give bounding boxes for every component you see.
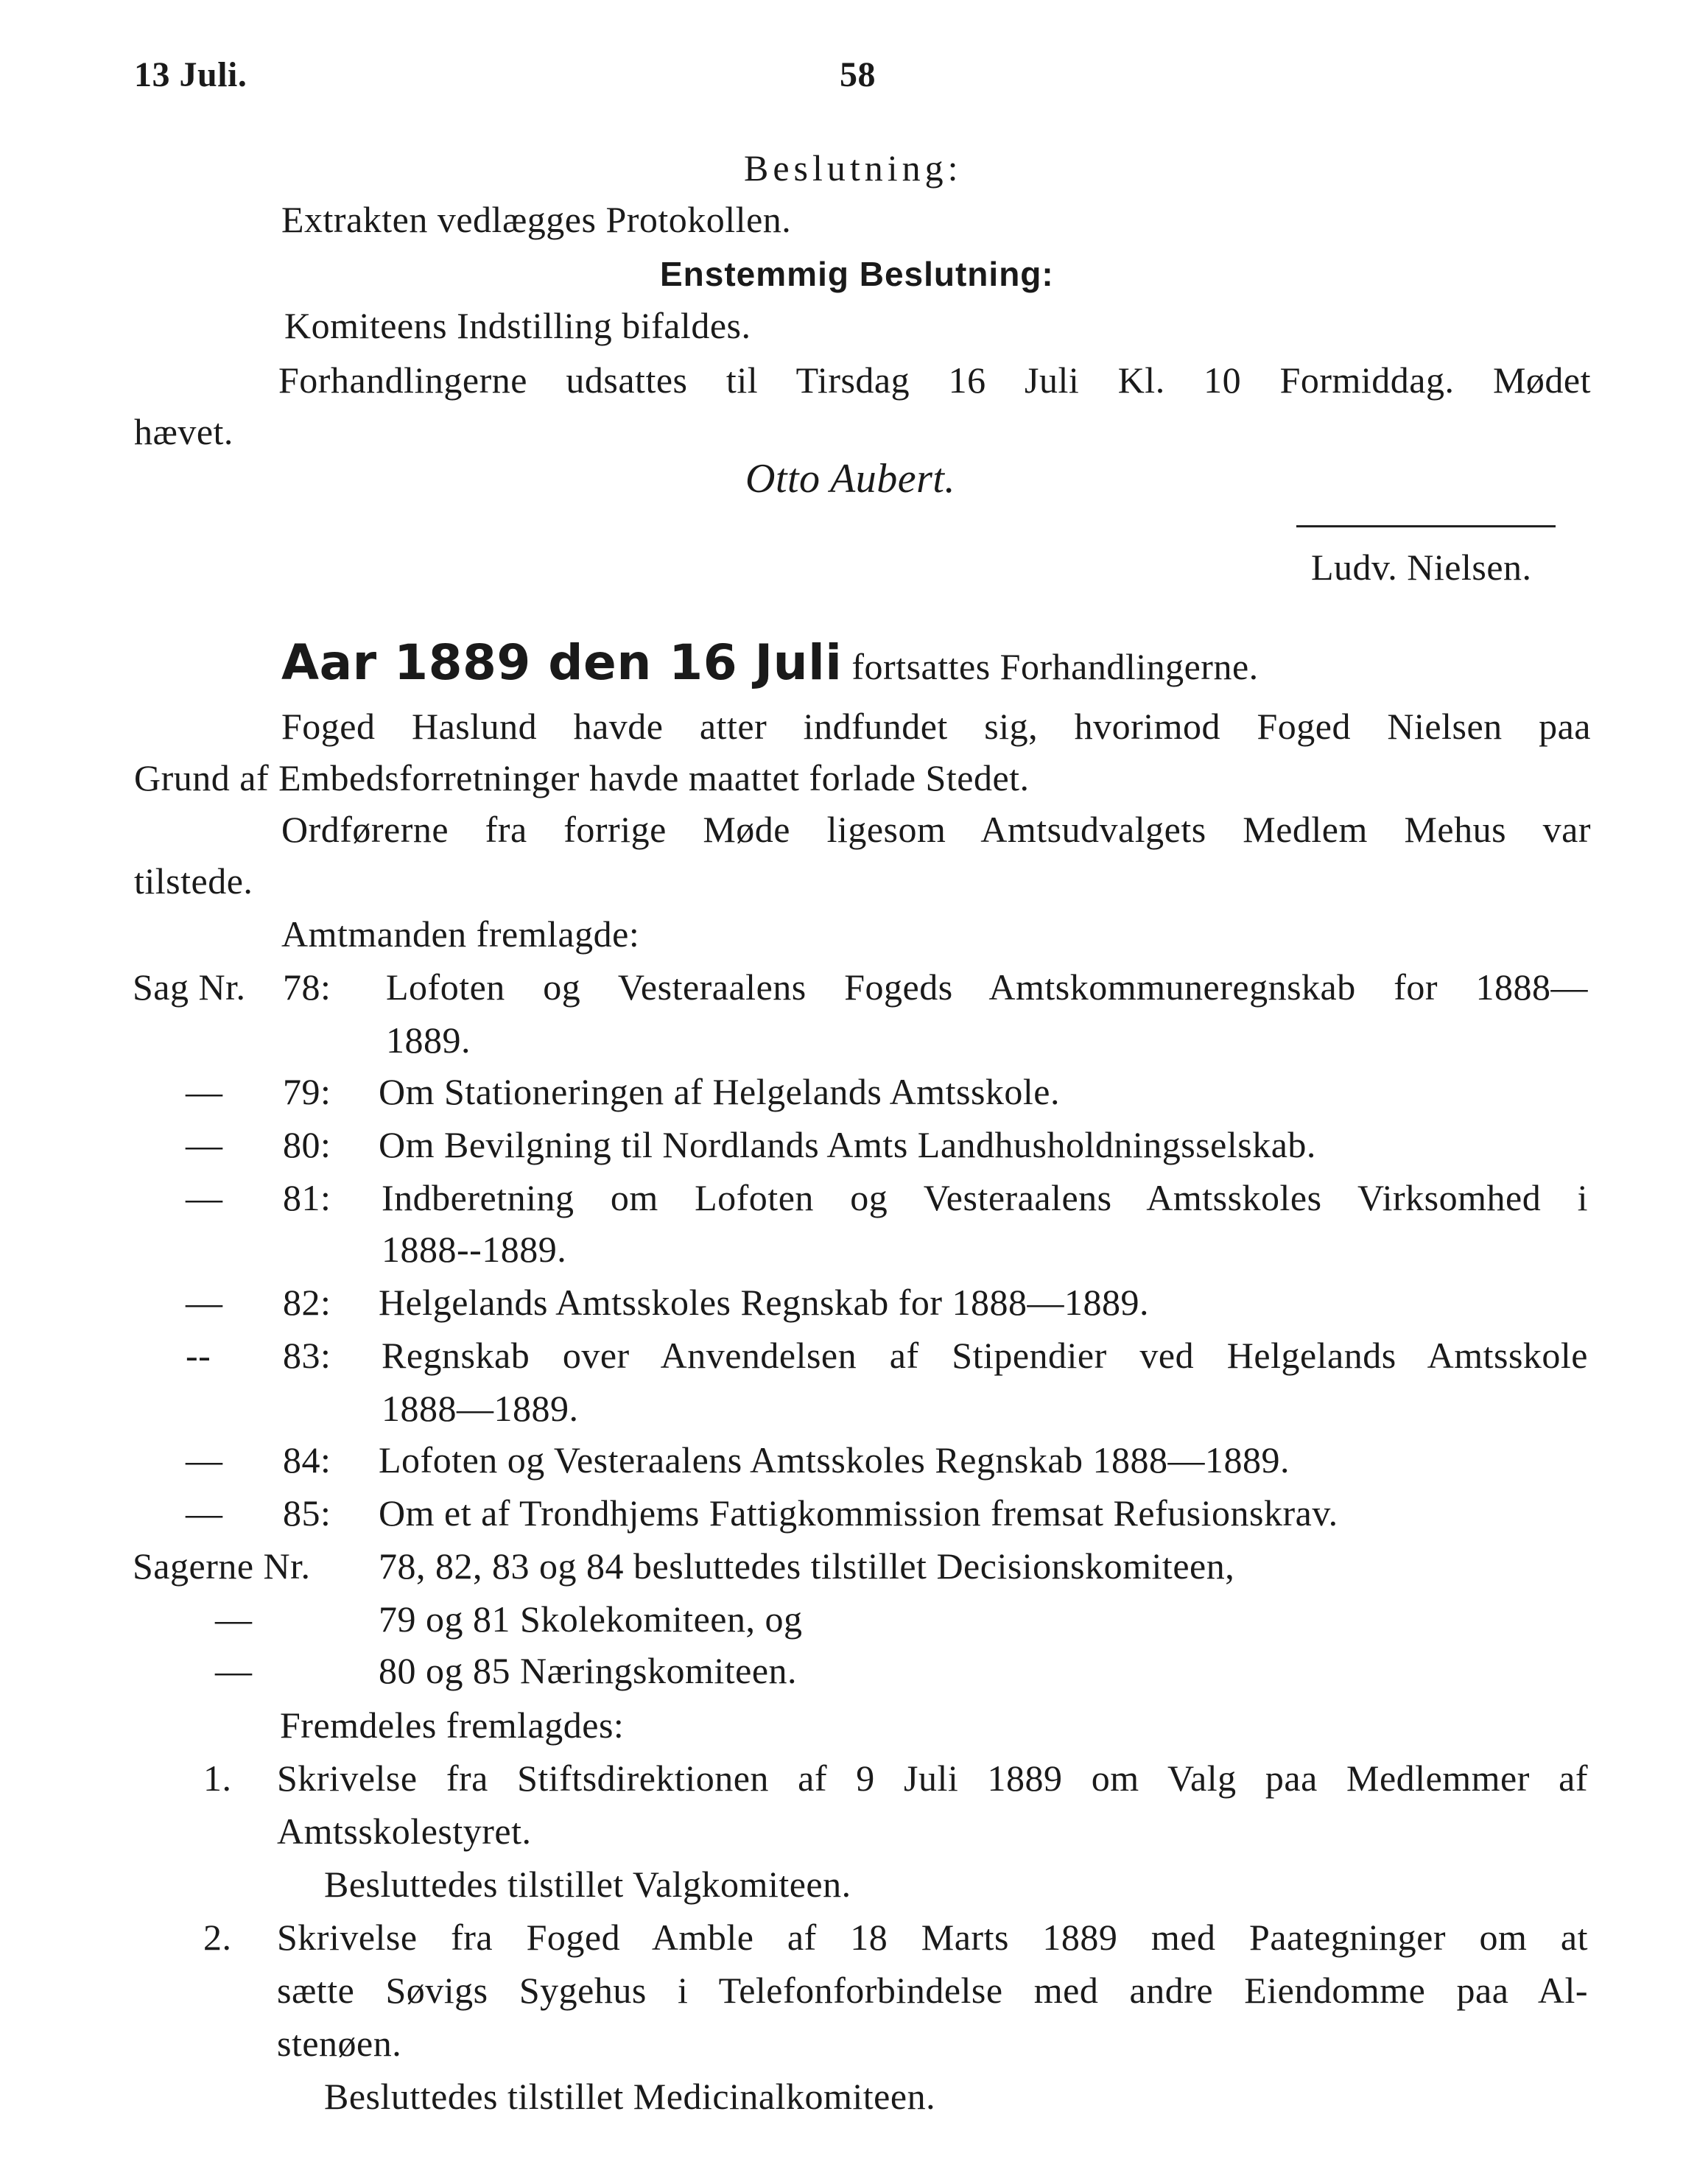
signature-ludv-nielsen: Ludv. Nielsen. <box>1311 547 1532 588</box>
session-heading <box>281 634 1259 691</box>
text-line: Komiteens Indstilling bifaldes. <box>284 305 751 346</box>
case-number: 84: <box>283 1439 331 1481</box>
resolution-heading: Beslutning: <box>744 147 963 189</box>
case-number: 81: <box>283 1177 331 1218</box>
case-dash: — <box>186 1282 223 1323</box>
case-dash: — <box>186 1492 223 1534</box>
case-dash: — <box>186 1177 223 1218</box>
case-text: Om et af Trondhjems Fattigkommission fremsat Refusionskrav. <box>379 1492 1338 1534</box>
case-number: 82: <box>283 1282 331 1323</box>
text-line: tilstede. <box>134 860 253 902</box>
case-text: Indberetning om Lofoten og Vesteraalens Amtsskoles Virksomhed i <box>382 1177 1588 1218</box>
session-heading-rest: fortsattes Forhandlingerne. <box>851 646 1259 687</box>
case-text: Om Bevilgning til Nordlands Amts Landhusholdningsselskab. <box>379 1124 1316 1165</box>
case-text-cont: 1888--1889. <box>382 1229 567 1270</box>
item-decision: Besluttedes tilstillet Medicinalkomiteen. <box>324 2076 936 2117</box>
case-dash: — <box>186 1071 223 1112</box>
header-date: 13 Juli. <box>134 55 247 94</box>
referral-text: 80 og 85 Næringskomiteen. <box>379 1650 798 1691</box>
case-number: 79: <box>283 1071 331 1112</box>
text-line: Forhandlingerne udsattes til Tirsdag 16 Juli Kl. 10 Formiddag. Mødet <box>278 359 1591 401</box>
item-number: 1. <box>203 1758 232 1799</box>
referral-prefix: Sagerne Nr. <box>133 1545 311 1587</box>
session-date: Aar 1889 den 16 Juli <box>281 634 843 691</box>
text-line: Fremdeles fremlagdes: <box>280 1704 625 1746</box>
text-line: Amtmanden fremlagde: <box>281 913 640 955</box>
text-line: hævet. <box>134 411 233 452</box>
case-number: 85: <box>283 1492 331 1534</box>
case-number: 78: <box>283 966 331 1008</box>
page-number: 58 <box>840 55 876 94</box>
case-dash: — <box>186 1124 223 1165</box>
case-text-cont: 1888—1889. <box>382 1388 579 1429</box>
referral-dash: — <box>215 1598 253 1640</box>
signature-rule <box>1296 525 1556 527</box>
case-number: 83: <box>283 1335 331 1376</box>
case-prefix: Sag Nr. <box>133 966 246 1008</box>
item-text: Skrivelse fra Foged Amble af 18 Marts 1889 med Paategninger om at <box>277 1917 1588 1958</box>
referral-dash: — <box>215 1650 253 1691</box>
case-text: Lofoten og Vesteraalens Fogeds Amtskommuneregnskab for 1888— <box>386 966 1588 1008</box>
case-number: 80: <box>283 1124 331 1165</box>
item-number: 2. <box>203 1917 232 1958</box>
text-line: Extrakten vedlægges Protokollen. <box>281 199 792 240</box>
text-line: Grund af Embedsforretninger havde maattet forlade Stedet. <box>134 757 1030 798</box>
case-dash: — <box>186 1439 223 1481</box>
item-text: stenøen. <box>277 2023 402 2064</box>
item-text: sætte Søvigs Sygehus i Telefonforbindelse med andre Eiendomme paa Al- <box>277 1970 1588 2011</box>
signature-otto-aubert: Otto Aubert. <box>745 456 955 502</box>
case-text: Om Stationeringen af Helgelands Amtsskole. <box>379 1071 1061 1112</box>
case-text: Helgelands Amtsskoles Regnskab for 1888—1889. <box>379 1282 1150 1323</box>
case-text: Regnskab over Anvendelsen af Stipendier ved Helgelands Amtsskole <box>382 1335 1588 1376</box>
case-text-cont: 1889. <box>386 1019 471 1061</box>
text-line: Foged Haslund havde atter indfundet sig, hvorimod Foged Nielsen paa <box>281 706 1591 747</box>
text-line: Ordførerne fra forrige Møde ligesom Amtsudvalgets Medlem Mehus var <box>281 809 1591 850</box>
unanimous-resolution-heading: Enstemmig Beslutning: <box>660 255 1054 293</box>
item-text: Amtsskolestyret. <box>277 1811 532 1852</box>
referral-text: 78, 82, 83 og 84 besluttedes tilstillet Decisionskomiteen, <box>379 1545 1235 1587</box>
referral-text: 79 og 81 Skolekomiteen, og <box>379 1598 803 1640</box>
case-text: Lofoten og Vesteraalens Amtsskoles Regnskab 1888—1889. <box>379 1439 1290 1481</box>
case-dash: -- <box>186 1335 211 1376</box>
item-text: Skrivelse fra Stiftsdirektionen af 9 Juli 1889 om Valg paa Medlemmer af <box>277 1758 1588 1799</box>
item-decision: Besluttedes tilstillet Valgkomiteen. <box>324 1864 851 1905</box>
